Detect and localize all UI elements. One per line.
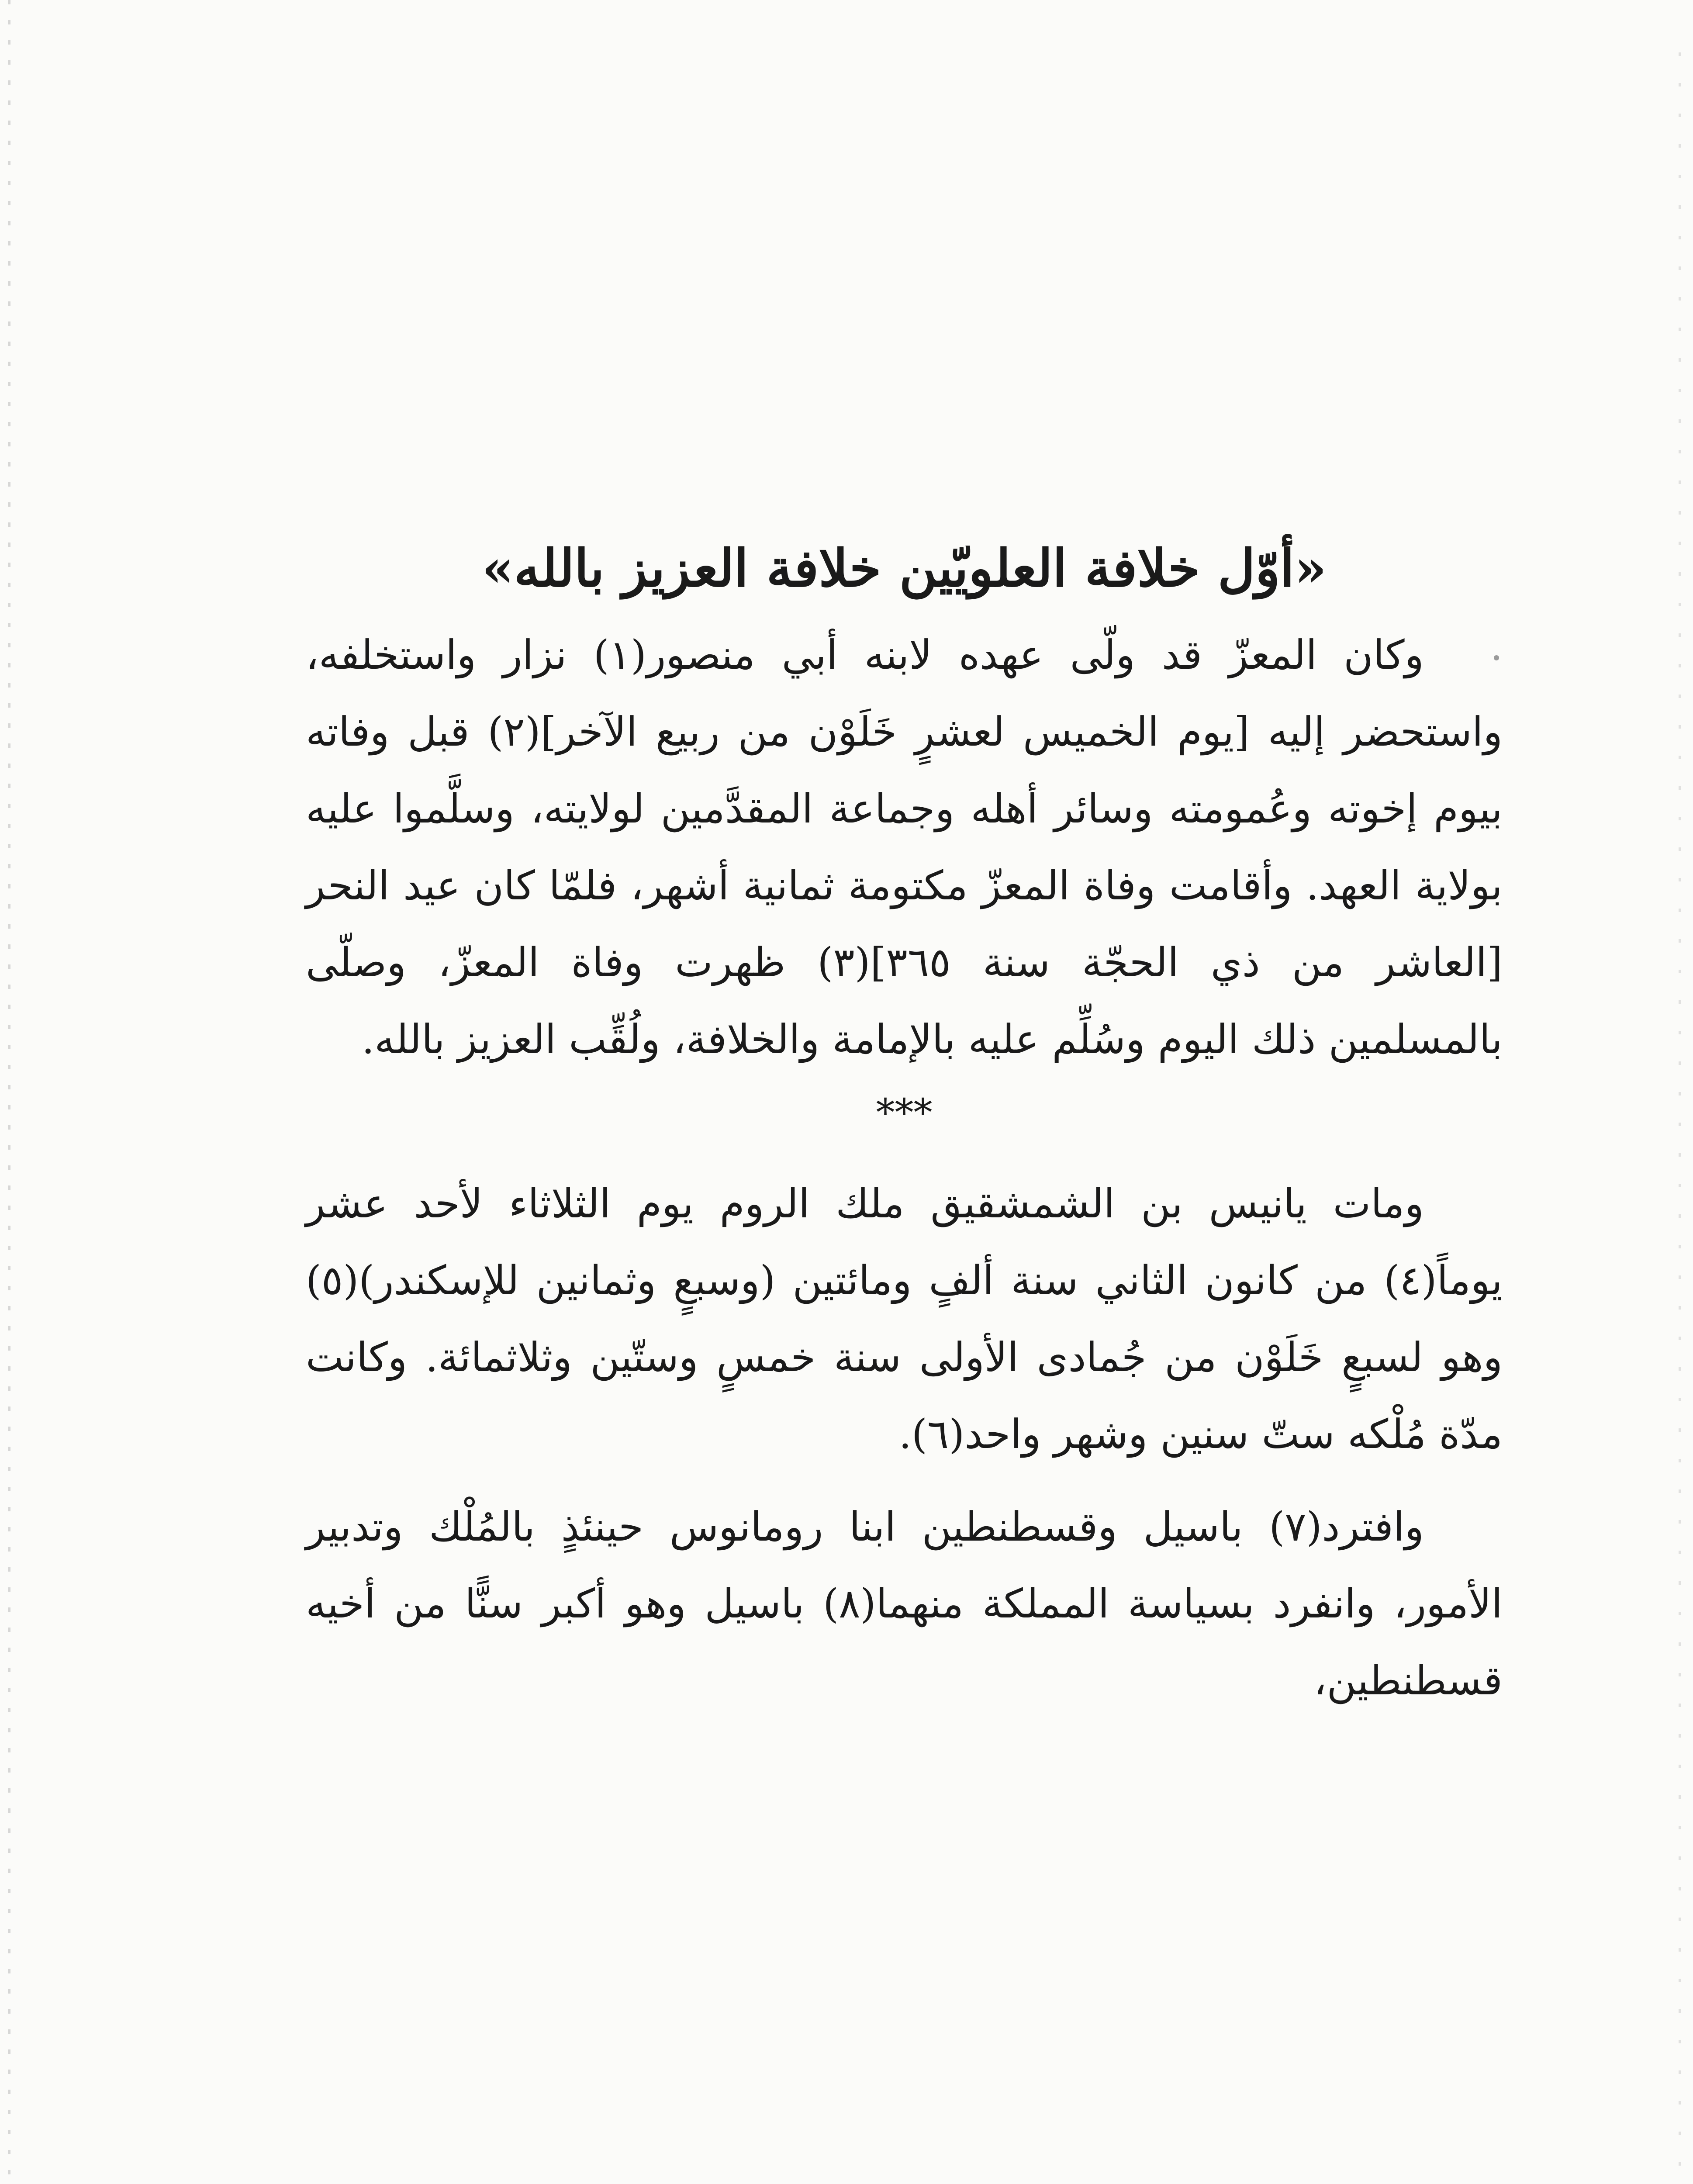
main-text-block bbox=[306, 537, 1503, 1719]
right-margin-scan-dots bbox=[1679, 52, 1681, 2184]
paragraph-basil-constantine: وافترد(٧) باسيل وقسطنطين ابنا رومانوس حينئذٍ بالمُلْك وتدبير الأمور، وانفرد بسياسة المملكة منهما(٨) باسيل وهو أكبر سنًّا من أخيه قسطنطين، bbox=[306, 1503, 1503, 1704]
paragraph-aziz-succession: وكان المعزّ قد ولّى عهده لابنه أبي منصور(١) نزار واستخلفه، واستحضر إليه [يوم الخميس لعشرٍ خَلَوْن من ربيع الآخر](٢) قبل وفاته بيوم إخوته وعُمومته وسائر أهله وجماعة المقدَّمين لولايته، وسلَّموا عليه بولاية العهد. وأقامت وفاة المعزّ مكتومة ثمانية أشهر، فلمّا كان عيد النحر [العاشر من ذي الحجّة سنة ٣٦٥](٣) ظهرت وفاة المعزّ، وصلّى بالمسلمين ذلك اليوم وسُلِّم عليه بالإمامة والخلافة، ولُقِّب العزيز بالله. bbox=[306, 631, 1503, 1063]
paragraph-byzantine-emperor-death: ومات يانيس بن الشمشقيق ملك الروم يوم الثلاثاء لأحد عشر يوماً(٤) من كانون الثاني سنة ألفٍ ومائتين (وسبعٍ وثمانين للإسكندر)(٥) وهو لسبعٍ خَلَوْن من جُمادى الأولى سنة خمسٍ وستّين وثلاثمائة. وكانت مدّة مُلْكه ستّ سنين وشهر واحد(٦). bbox=[306, 1180, 1503, 1458]
left-margin-scan-dots bbox=[8, 0, 10, 2184]
chapter-title: «أوّل خلافة العلويّين خلافة العزيز بالله» bbox=[481, 538, 1327, 598]
section-separator: *** bbox=[876, 1091, 933, 1135]
